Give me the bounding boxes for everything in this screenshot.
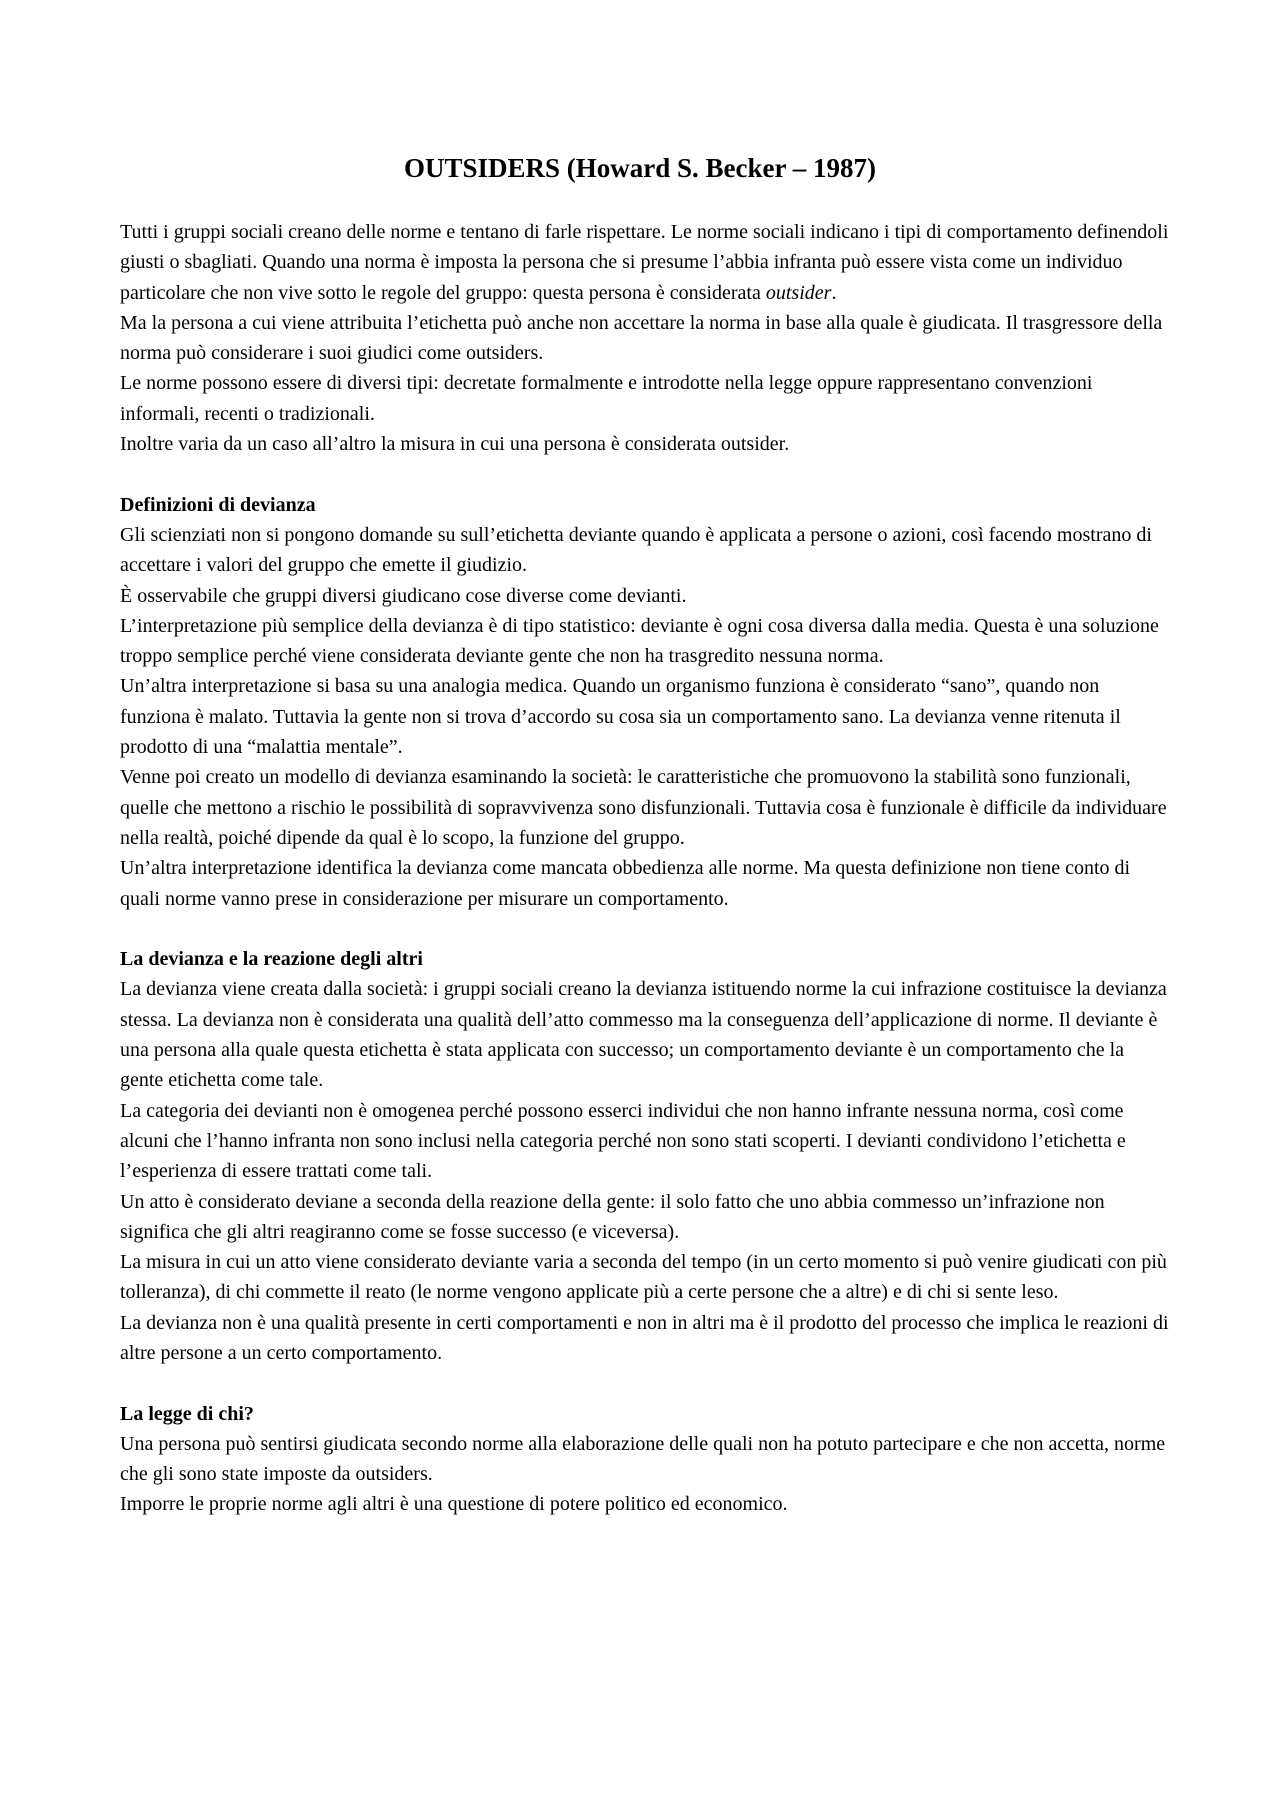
paragraph: La misura in cui un atto viene considerato deviante varia a seconda del tempo (in un certo momento si può venire giudicati con più tolleranza), di chi commette il reato (le norme vengono applicate più a certe persone che a altre) e di chi si sente leso. [120, 1251, 1167, 1304]
paragraph: La devianza non è una qualità presente in certi comportamenti e non in altri ma è il prodotto del processo che implica le reazioni di altre persone a un certo comportamento. [120, 1311, 1169, 1364]
intro-paragraph-3: Le norme possono essere di diversi tipi: decretate formalmente e introdotte nella legge oppure rappresentano convenzioni informali, recenti o tradizionali. [120, 372, 1093, 425]
intro-text: Tutti i gruppi sociali creano delle norme e tentano di farle rispettare. Le norme sociali indicano i tipi di comportamento definendoli giusti o sbagliati. Quando una norma è imposta la persona che si presume l’abbia infranta può essere vista come un individuo particolare che non vive sotto le regole del gruppo: questa persona è considerata [120, 221, 1169, 304]
intro-paragraph-2: Ma la persona a cui viene attribuita l’etichetta può anche non accettare la norma in base alla quale è giudicata. Il trasgressore della norma può considerare i suoi giudici come outsiders. [120, 311, 1163, 365]
paragraph: Un’altra interpretazione si basa su una analogia medica. Quando un organismo funziona è considerato “sano”, quando non funziona è malato. Tuttavia la gente non si trova d’accordo su cosa sia un comportamento sano. La devianza venne ritenuta il prodotto di una “malattia mentale”. [120, 675, 1121, 759]
paragraph: La categoria dei devianti non è omogenea perché possono esserci individui che non hanno infrante nessuna norma, così come alcuni che l’hanno infranta non sono inclusi nella categoria perché non sono stati scoperti. I devianti condividono l’etichetta e l’esperienza di essere trattati come tali. [120, 1099, 1126, 1183]
paragraph: Imporre le proprie norme agli altri è una questione di potere politico ed economico. [120, 1493, 788, 1516]
paragraph: Venne poi creato un modello di devianza esaminando la società: le caratteristiche che promuovono la stabilità sono funzionali, quelle che mettono a rischio le possibilità di sopravvivenza sono disfunzionali. Tuttavia cosa è funzionale è difficile da individuare nella realtà, poiché dipende da qual è lo scopo, la funzione del gruppo. [120, 766, 1167, 849]
paragraph: È osservabile che gruppi diversi giudicano cose diverse come devianti. [120, 584, 687, 607]
intro-text-end: . [831, 281, 837, 304]
section-spacer [120, 1368, 1172, 1398]
paragraph: La devianza viene creata dalla società: i gruppi sociali creano la devianza istituendo norme la cui infrazione costituisce la devianza stessa. La devianza non è considerata una qualità dell’atto commesso ma la conseguenza dell’applicazione di norme. Il deviante è una persona alla quale questa etichetta è stata applicata con successo; un comportamento deviante è un comportamento che la gente etichetta come tale. [120, 978, 1167, 1092]
intro-emphasis: outsider [765, 281, 832, 304]
section-heading-definizioni: Definizioni di devianza [120, 493, 316, 516]
section-heading-reazione: La devianza e la reazione degli altri [120, 948, 423, 971]
intro-paragraph-1 [120, 217, 1172, 308]
section-spacer [120, 459, 1172, 489]
paragraph: Gli scienziati non si pongono domande su sull’etichetta deviante quando è applicata a persone o azioni, così facendo mostrano di accettare i valori del gruppo che emette il giudizio. [120, 523, 1152, 577]
document-title: OUTSIDERS (Howard S. Becker – 1987) [403, 153, 877, 183]
paragraph: Un atto è considerato deviane a seconda della reazione della gente: il solo fatto che uno abbia commesso un’infrazione non significa che gli altri reagiranno come se fosse successo (e viceversa). [120, 1190, 1105, 1243]
intro-paragraph-4: Inoltre varia da un caso all’altro la misura in cui una persona è considerata outsider. [120, 433, 790, 456]
paragraph: Un’altra interpretazione identifica la devianza come mancata obbedienza alle norme. Ma questa definizione non tiene conto di quali norme vanno prese in considerazione per misurare un comportamento. [120, 857, 1131, 910]
section-heading-legge: La legge di chi? [120, 1402, 254, 1425]
section-spacer [120, 914, 1172, 944]
paragraph: Una persona può sentirsi giudicata secondo norme alla elaborazione delle quali non ha potuto partecipare e che non accetta, norme che gli sono state imposte da outsiders. [120, 1432, 1166, 1486]
paragraph: L’interpretazione più semplice della devianza è di tipo statistico: deviante è ogni cosa diversa dalla media. Questa è una soluzione troppo semplice perché viene considerata deviante gente che non ha trasgredito nessuna norma. [120, 614, 1159, 668]
document-body [120, 217, 1172, 1520]
